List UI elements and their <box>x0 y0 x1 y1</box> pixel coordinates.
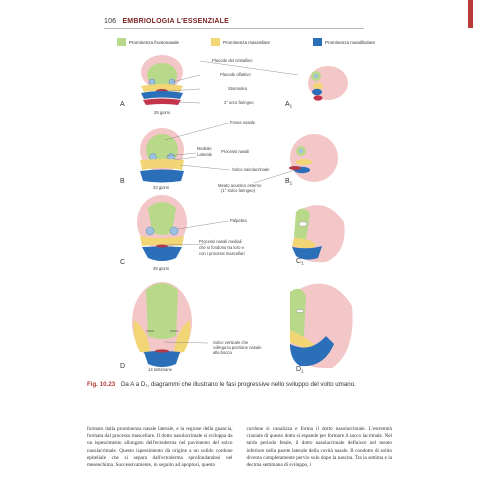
panel-label-d: D <box>120 363 126 370</box>
panel-label-c1: $C_1$ <box>296 258 304 266</box>
panel-d1-lateral-fetus <box>290 284 353 369</box>
panel-a-age: 28 giorni <box>154 110 171 115</box>
body-column-right: cordone si canalizza e forma il dotto nasolacrimale. L'estremità craniale di questo dotto si espande per formare il sacco lacrimale. Nel tardo periodo fetale, il dotto nasolacrimale defluisce nel meato inferiore nella parete laterale della cavità nasale. Il condotto di solito diventa completamente pervio solo dopo la nascita. Tra la settima e la decima settimana di sviluppo, i <box>246 426 392 469</box>
label-processi-nasali: Processi nasali <box>221 149 250 154</box>
label-fovea-nasale: Fovea nasale <box>230 120 256 125</box>
label-meato-acustico: Meato acustico esterno <box>218 183 262 188</box>
panel-c1-lateral-embryo <box>292 205 345 262</box>
panel-d-age: 14 settimane <box>148 367 172 372</box>
legend-label: Prominenza mascellare <box>223 39 271 45</box>
panel-label-b1: $B_1$ <box>285 178 293 186</box>
label-placode-cristallino: Placode del cristallino <box>212 58 253 63</box>
label-processi-nasali-mediali-3: con i processi mascellari <box>199 251 245 256</box>
label-solco-nasolacrimale: Solco nasolacrimale <box>232 167 270 172</box>
label-arco-faringeo: 2° arco faringeo <box>224 100 254 105</box>
label-meato-acustico-2: (1° solco faringeo) <box>221 188 256 193</box>
label-processi-nasali-mediali-2: che si fondono tra loro e <box>199 245 244 250</box>
panel-b-frontal-embryo <box>140 128 184 183</box>
panel-label-a: A <box>120 101 125 108</box>
panel-label-c: C <box>120 259 126 266</box>
body-text <box>87 426 392 469</box>
label-palpebra: Palpebra <box>230 218 247 223</box>
panel-label-d1: $D_1$ <box>296 366 304 374</box>
panel-d-frontal-fetus <box>132 282 192 367</box>
label-solco-verticale-2: collega la porzione nasale <box>213 345 262 350</box>
panel-c-age: 48 giorni <box>153 266 170 271</box>
label-mediale: Mediale <box>197 146 212 151</box>
label-solco-verticale-3: alla bocca <box>213 350 232 355</box>
figure-caption <box>87 381 417 388</box>
panel-c-frontal-embryo <box>137 195 187 261</box>
label-stomodeo: Stomodeo <box>228 86 248 91</box>
panel-a-frontal-embryo <box>141 55 183 105</box>
panel-a1-lateral-embryo <box>308 66 348 101</box>
panel-b-age: 33 giorni <box>153 185 170 190</box>
label-processi-nasali-mediali: Processi nasali mediali <box>199 239 242 244</box>
figure-number: Fig. 10.23 <box>87 381 116 388</box>
panel-label-a1: $A_1$ <box>285 101 293 109</box>
label-placode-olfattivo: Placode olfattivo <box>220 72 251 77</box>
legend-label: Prominenza mandibolare <box>325 39 376 45</box>
page-number: 106 <box>104 18 117 25</box>
book-title: EMBRIOLOGIA L'ESSENZIALE <box>122 18 229 25</box>
panel-b1-lateral-embryo <box>289 134 338 182</box>
panel-label-b: B <box>120 178 125 185</box>
body-column-left: formato dalla prominenza nasale laterale, e la regione della guancia, formata dal processo mascellare. Il dotto nasolacrimale si sviluppa da un ispessimento allungato dell'ectoderma nel pavimento del solco nasolacrimale. Questo ispessimento dà origine a un solido cordone epiteliale che si separa dall'ectoderma sprofondandosi nel mesenchima. Successivamente, in seguito ad apoptosi, questo <box>87 426 233 469</box>
legend-label: Prominenza frontonasale <box>129 39 180 45</box>
caption-text: Da A a D₁, diagrammi che illustrano le fasi progressive nello sviluppo del volto umano. <box>120 381 356 388</box>
label-solco-verticale: Solco verticale che <box>213 340 249 345</box>
label-laterale: Laterale <box>197 152 213 157</box>
